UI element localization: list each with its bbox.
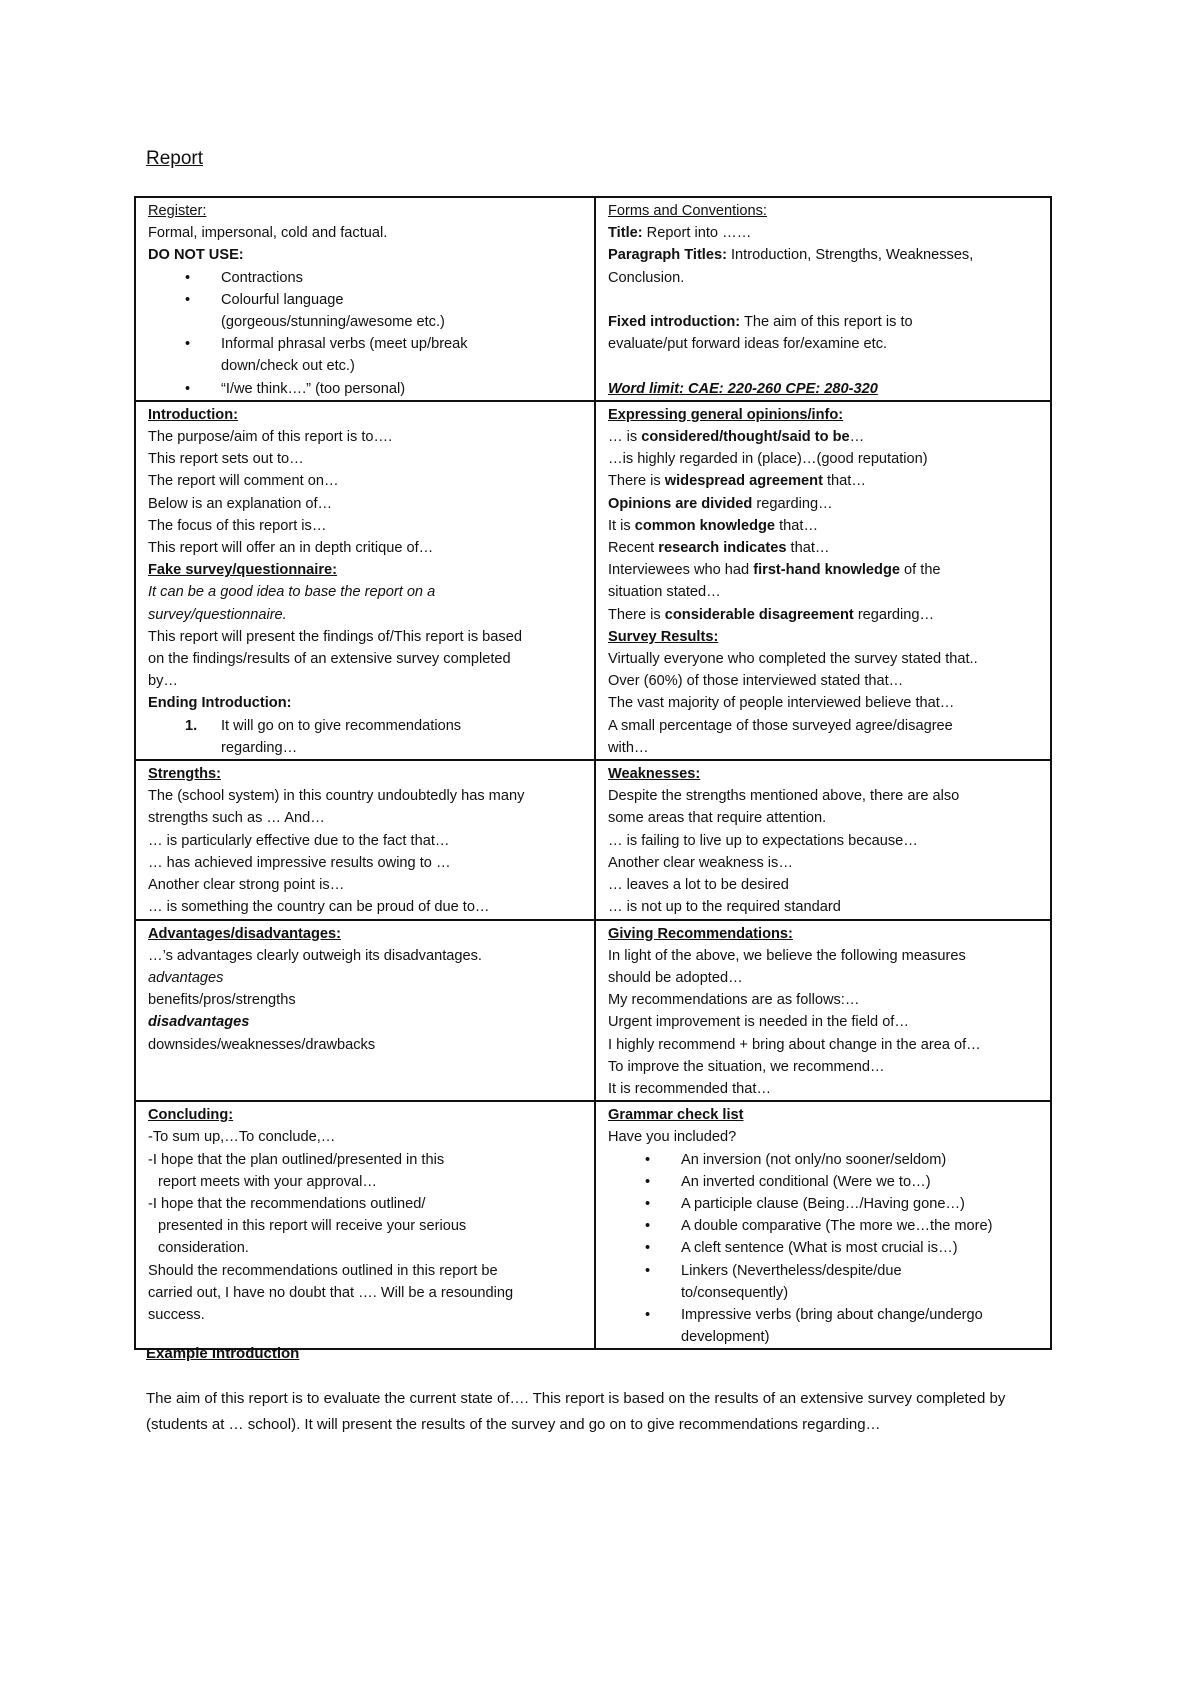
text-line: The purpose/aim of this report is to….	[148, 429, 393, 446]
forms-heading: Forms and Conventions:	[608, 203, 767, 219]
text-line: … is considered/thought/said to be…	[608, 429, 865, 446]
table-row	[135, 401, 1051, 760]
example-heading: Example Introduction	[146, 1345, 300, 1362]
do-not-use-label: DO NOT USE:	[148, 247, 244, 264]
text-line: carried out, I have no doubt that …. Will be a resounding	[148, 1284, 514, 1301]
list-item: • Informal phrasal verbs (meet up/break down/check out etc.)	[148, 333, 582, 377]
advantages-label: advantages	[148, 969, 224, 986]
text-line: There is considerable disagreement regarding…	[608, 606, 935, 623]
weaknesses-cell	[595, 760, 1051, 919]
do-not-use-list	[148, 267, 582, 400]
report-guide-table	[134, 196, 1052, 1350]
fake-survey-heading: Fake survey/questionnaire:	[148, 562, 337, 579]
list-item: • Linkers (Nevertheless/despite/due to/consequently)	[608, 1260, 1038, 1304]
example-introduction	[146, 1345, 1026, 1438]
text-line: Despite the strengths mentioned above, there are also	[608, 788, 960, 805]
advantages-cell	[135, 920, 595, 1102]
text-line: … leaves a lot to be desired	[608, 877, 789, 894]
text-line: success.	[148, 1306, 205, 1323]
text-line: Another clear strong point is…	[148, 877, 345, 894]
list-item: 1. It will go on to give recommendations regarding…	[148, 715, 582, 759]
list-item: • A cleft sentence (What is most crucial is…)	[608, 1237, 1038, 1259]
text-line: My recommendations are as follows:…	[608, 992, 860, 1009]
text-line: The vast majority of people interviewed believe that…	[608, 695, 955, 712]
text-line: -I hope that the recommendations outlined/	[148, 1195, 426, 1212]
text-line: Virtually everyone who completed the survey stated that..	[608, 651, 978, 668]
list-item: • A participle clause (Being…/Having gone…)	[608, 1193, 1038, 1215]
text-line: should be adopted…	[608, 969, 743, 986]
text-line: The (school system) in this country undoubtedly has many	[148, 788, 525, 805]
text-line: … is not up to the required standard	[608, 899, 841, 916]
text-line: Over (60%) of those interviewed stated that…	[608, 673, 904, 690]
survey-results-heading: Survey Results:	[608, 628, 719, 645]
text-line: A small percentage of those surveyed agree/disagree	[608, 717, 953, 734]
text-line: … has achieved impressive results owing to …	[148, 854, 451, 871]
introduction-heading: Introduction:	[148, 406, 238, 423]
text-line: …’s advantages clearly outweigh its disadvantages.	[148, 947, 482, 964]
text-line: -I hope that the plan outlined/presented in this	[148, 1151, 445, 1168]
text-line: Opinions are divided regarding…	[608, 495, 833, 512]
text-line: consideration.	[158, 1240, 249, 1257]
text-line: The report will comment on…	[148, 473, 339, 490]
text-line: downsides/weaknesses/drawbacks	[148, 1036, 376, 1053]
text-line: by…	[148, 673, 179, 690]
register-description: Formal, impersonal, cold and factual.	[148, 225, 388, 242]
forms-conventions-cell	[595, 197, 1051, 401]
list-item: • An inverted conditional (Were we to…)	[608, 1171, 1038, 1193]
table-row	[135, 920, 1051, 1102]
text-line: It is common knowledge that…	[608, 517, 819, 534]
text-line: presented in this report will receive your serious	[158, 1218, 467, 1235]
example-body: The aim of this report is to evaluate the current state of…. This report is based on the results of an extensive survey completed by (students at … school). It will present the results of the survey and go on to give recommendations regarding…	[146, 1390, 1006, 1433]
introduction-cell	[135, 401, 595, 760]
text-line: Interviewees who had first-hand knowledge of the	[608, 562, 941, 579]
text-line: This report will offer an in depth critique of…	[148, 540, 434, 557]
grammar-checklist-cell	[595, 1101, 1051, 1349]
text-line: This report will present the findings of/This report is based	[148, 628, 522, 645]
fake-survey-note: It can be a good idea to base the report on a	[148, 584, 436, 601]
text-line: benefits/pros/strengths	[148, 992, 296, 1009]
register-heading: Register:	[148, 203, 207, 219]
table-row	[135, 197, 1051, 401]
list-item: • Colourful language (gorgeous/stunning/awesome etc.)	[148, 289, 582, 333]
list-item: • An inversion (not only/no sooner/seldom)	[608, 1149, 1038, 1171]
paragraph-titles-line-2: Conclusion.	[608, 269, 685, 286]
concluding-cell	[135, 1101, 595, 1349]
text-line: It is recommended that…	[608, 1080, 772, 1097]
text-line: on the findings/results of an extensive survey completed	[148, 651, 511, 668]
grammar-question: Have you included?	[608, 1129, 737, 1146]
text-line: Urgent improvement is needed in the field of…	[608, 1014, 909, 1031]
text-line: Another clear weakness is…	[608, 854, 793, 871]
strengths-heading: Strengths:	[148, 766, 221, 783]
disadvantages-label: disadvantages	[148, 1014, 250, 1031]
text-line: …is highly regarded in (place)…(good reputation)	[608, 451, 928, 468]
strengths-cell	[135, 760, 595, 919]
text-line: … is something the country can be proud of due to…	[148, 899, 490, 916]
text-line: This report sets out to…	[148, 451, 304, 468]
text-line: Recent research indicates that…	[608, 540, 830, 557]
recommendations-cell	[595, 920, 1051, 1102]
list-item: • A double comparative (The more we…the more)	[608, 1215, 1038, 1237]
text-line: In light of the above, we believe the following measures	[608, 947, 966, 964]
text-line: report meets with your approval…	[158, 1173, 377, 1190]
opinions-heading: Expressing general opinions/info:	[608, 406, 844, 423]
grammar-heading: Grammar check list	[608, 1107, 744, 1124]
text-line: with…	[608, 739, 649, 756]
text-line: The focus of this report is…	[148, 517, 327, 534]
concluding-heading: Concluding:	[148, 1107, 234, 1124]
recommendations-heading: Giving Recommendations:	[608, 925, 793, 942]
text-line: … is particularly effective due to the fact that…	[148, 832, 450, 849]
title-line: Title: Report into ……	[608, 225, 752, 242]
list-number: 1.	[185, 717, 198, 734]
text-line: some areas that require attention.	[608, 810, 827, 827]
text-line: To improve the situation, we recommend…	[608, 1058, 885, 1075]
table-row	[135, 1101, 1051, 1349]
text-line: strengths such as … And…	[148, 810, 325, 827]
fixed-introduction-line-2: evaluate/put forward ideas for/examine etc.	[608, 336, 888, 353]
opinions-cell	[595, 401, 1051, 760]
list-item: • Contractions	[148, 267, 582, 289]
text-line: … is failing to live up to expectations because…	[608, 832, 918, 849]
ending-list	[148, 715, 582, 759]
text-line: I highly recommend + bring about change in the area of…	[608, 1036, 981, 1053]
table-row	[135, 760, 1051, 919]
text-line: situation stated…	[608, 584, 721, 601]
list-item: • Impressive verbs (bring about change/undergo development)	[608, 1304, 1038, 1348]
fixed-introduction-line: Fixed introduction: The aim of this report is to	[608, 314, 913, 330]
weaknesses-heading: Weaknesses:	[608, 766, 701, 783]
fake-survey-note: survey/questionnaire.	[148, 606, 287, 623]
word-limit: Word limit: CAE: 220-260 CPE: 280-320	[608, 380, 878, 397]
text-line: Should the recommendations outlined in this report be	[148, 1262, 498, 1279]
page-title: Report	[146, 148, 204, 169]
paragraph-titles-line: Paragraph Titles: Introduction, Strengths, Weaknesses,	[608, 247, 974, 264]
text-line: -To sum up,…To conclude,…	[148, 1129, 336, 1146]
list-item: • “I/we think….” (too personal)	[148, 378, 582, 400]
register-cell	[135, 197, 595, 401]
grammar-list	[608, 1149, 1038, 1349]
text-line: Below is an explanation of…	[148, 495, 333, 512]
ending-introduction-label: Ending Introduction:	[148, 695, 292, 712]
advantages-heading: Advantages/disadvantages:	[148, 925, 342, 942]
text-line: There is widespread agreement that…	[608, 473, 866, 490]
